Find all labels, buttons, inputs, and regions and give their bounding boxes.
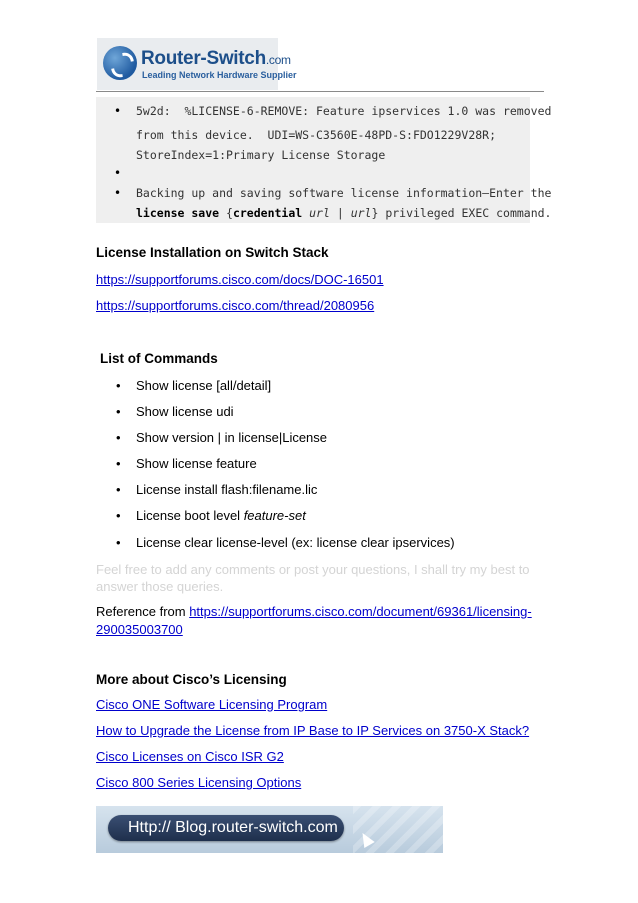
command-item: [96, 404, 536, 424]
feedback-line-1: Feel free to add any comments or post your questions, I shall try my best to: [96, 562, 530, 577]
command-item: [96, 508, 536, 528]
more-link-isr-g2[interactable]: Cisco Licenses on Cisco ISR G2: [96, 749, 284, 764]
logo-tagline: Leading Network Hardware Supplier: [142, 70, 297, 80]
reference-line: [96, 604, 532, 619]
install-link-1[interactable]: https://supportforums.cisco.com/docs/DOC-16501: [96, 272, 384, 287]
bullet-icon: •: [114, 166, 122, 180]
code-line: from this device. UDI=WS-C3560E-48PD-S:FDO1229V28R;: [136, 128, 497, 142]
install-link-2[interactable]: https://supportforums.cisco.com/thread/2080956: [96, 298, 375, 313]
more-link-upgrade[interactable]: How to Upgrade the License from IP Base to IP Services on 3750-X Stack?: [96, 723, 530, 738]
bullet-icon: •: [116, 404, 121, 419]
blog-banner[interactable]: [96, 806, 443, 853]
command-text: License clear license-level (ex: license clear ipservices): [136, 535, 455, 550]
header-divider: [96, 91, 544, 92]
more-link-one-program[interactable]: Cisco ONE Software Licensing Program: [96, 697, 328, 712]
reference-link[interactable]: https://supportforums.cisco.com/document/69361/licensing-: [189, 604, 532, 619]
banner-address-pill: [108, 815, 344, 841]
logo-brand: Router-Switch.com: [141, 48, 291, 69]
command-text: Show license udi: [136, 404, 234, 419]
logo-globe-icon: [103, 46, 137, 80]
command-item: [96, 482, 536, 502]
more-heading: More about Cisco’s Licensing: [96, 672, 287, 687]
code-line: Backing up and saving software license information—Enter the: [136, 186, 552, 200]
router-switch-logo[interactable]: [97, 38, 297, 90]
bullet-icon: •: [114, 104, 122, 118]
code-command-line: license save {credential url | url} privileged EXEC command.: [136, 206, 552, 220]
bullet-icon: •: [116, 430, 121, 445]
code-line: StoreIndex=1:Primary License Storage: [136, 148, 386, 162]
command-text: License install flash:filename.lic: [136, 482, 318, 497]
more-link-800-series[interactable]: Cisco 800 Series Licensing Options: [96, 775, 302, 790]
bullet-icon: •: [114, 186, 122, 200]
command-text: Show version | in license|License: [136, 430, 328, 445]
feedback-line-2: answer those queries.: [96, 579, 224, 594]
commands-heading: List of Commands: [100, 351, 218, 366]
command-item: [96, 456, 536, 476]
bullet-icon: •: [116, 378, 121, 393]
bullet-icon: •: [116, 535, 121, 550]
command-item: [96, 378, 536, 398]
bullet-icon: •: [116, 456, 121, 471]
command-text: License boot level feature-set: [136, 508, 306, 523]
reference-link-continued[interactable]: 290035003700: [96, 622, 183, 637]
bullet-icon: •: [116, 508, 121, 523]
reference-label: Reference from: [96, 604, 190, 619]
install-heading: License Installation on Switch Stack: [96, 245, 329, 260]
command-item: [96, 535, 536, 555]
banner-url-text: Http:// Blog.router-switch.com: [128, 819, 338, 836]
code-line: 5w2d: %LICENSE-6-REMOVE: Feature ipservices 1.0 was removed: [136, 104, 552, 118]
code-block: [96, 97, 552, 223]
command-text: Show license [all/detail]: [136, 378, 272, 393]
command-item: [96, 430, 536, 450]
command-text: Show license feature: [136, 456, 257, 471]
bullet-icon: •: [116, 482, 121, 497]
